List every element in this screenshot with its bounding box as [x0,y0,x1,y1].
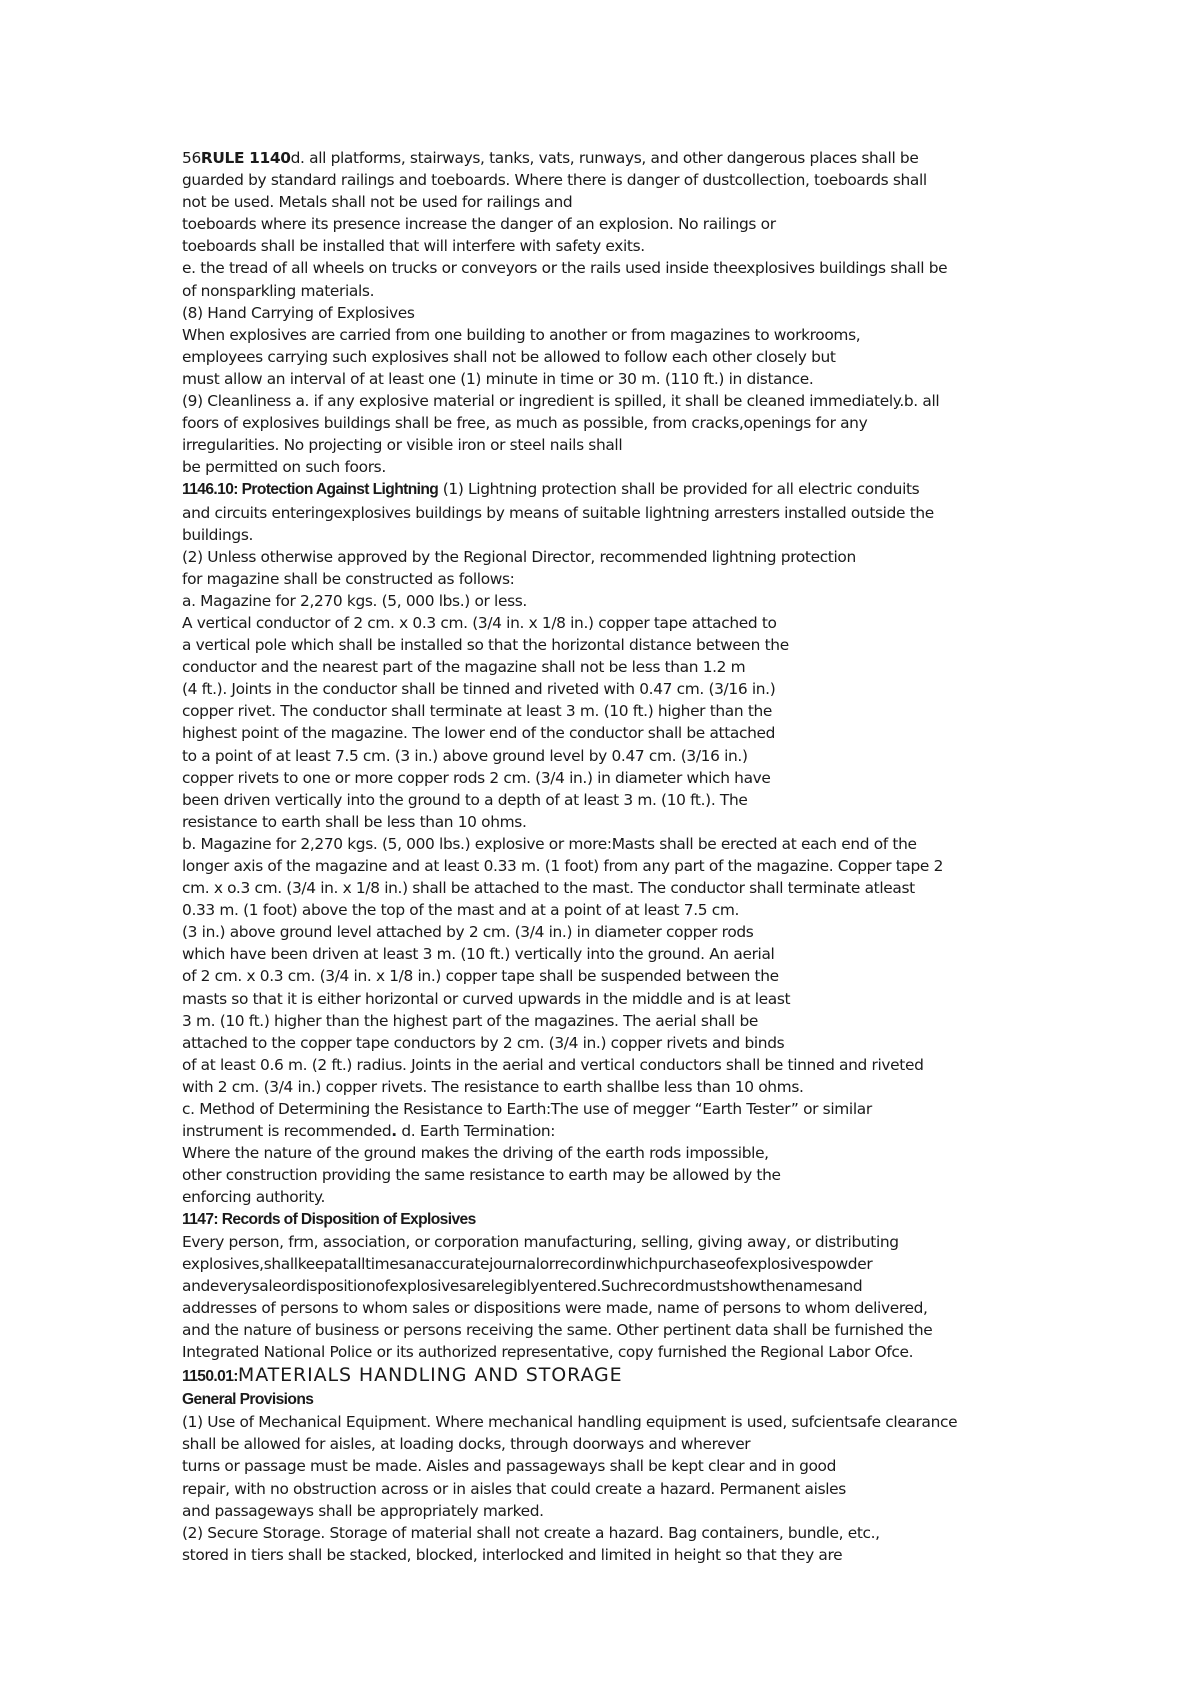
text-line: with 2 cm. (3/4 in.) copper rivets. The resistance to earth shallbe less than 10 ohms. [182,1077,804,1096]
text-line: to a point of at least 7.5 cm. (3 in.) above ground level by 0.47 cm. (3/16 in.) [182,746,748,765]
text-line: turns or passage must be made. Aisles and passageways shall be kept clear and in good [182,1457,837,1476]
text-line: longer axis of the magazine and at least 0.33 m. (1 foot) from any part of the magazine. Copper tape 2 [182,857,944,875]
text-line: shall be allowed for aisles, at loading docks, through doorways and wherever [182,1435,751,1454]
text-line: cm. x o.3 cm. (3/4 in. x 1/8 in.) shall be attached to the mast. The conductor shall terminate atleast [182,879,915,898]
text-line: masts so that it is either horizontal or curved upwards in the middle and is at least [182,989,791,1008]
text-line: (2) Secure Storage. Storage of material shall not create a hazard. Bag containers, bundle, etc., [182,1523,880,1542]
text-line: be permitted on such foors. [182,458,386,477]
text-line: foors of explosives buildings shall be free, as much as possible, from cracks,openings for any [182,414,868,433]
text-line: andeverysaleordispositionofexplosivesarelegiblyentered.Suchrecordmustshowthenamesand [182,1276,863,1295]
text-line: for magazine shall be constructed as follows: [182,569,515,588]
text-line: of at least 0.6 m. (2 ft.) radius. Joints in the aerial and vertical conductors shall be tinned and riveted [182,1055,924,1074]
rule-label: RULE 1140 [200,149,291,167]
text-line: which have been driven at least 3 m. (10 ft.) vertically into the ground. An aerial [182,945,775,964]
text-line: guarded by standard railings and toeboards. Where there is danger of dustcollection, toeboards shall [182,171,927,190]
section-heading-1150: 1150.01:MATERIALS HANDLING AND STORAGE [182,1364,623,1387]
text-line: been driven vertically into the ground to a depth of at least 3 m. (10 ft.). The [182,790,748,809]
text-line: toeboards shall be installed that will interfere with safety exits. [182,237,645,256]
text-line: resistance to earth shall be less than 10 ohms. [182,812,527,831]
text-line: e. the tread of all wheels on trucks or conveyors or the rails used inside theexplosives buildings shall be [182,259,948,278]
text-line: repair, with no obstruction across or in aisles that could create a hazard. Permanent aisles [182,1479,846,1498]
text-line: conductor and the nearest part of the magazine shall not be less than 1.2 m [182,658,746,677]
text-line: and the nature of business or persons receiving the same. Other pertinent data shall be furnished the [182,1320,933,1339]
text-line: copper rivet. The conductor shall terminate at least 3 m. (10 ft.) higher than the [182,702,773,721]
page-number: 56 [182,149,201,167]
text-line: c. Method of Determining the Resistance to Earth:The use of megger “Earth Tester” or similar [182,1100,872,1119]
text-line: (9) Cleanliness a. if any explosive material or ingredient is spilled, it shall be cleaned immediately.b. all [182,392,940,411]
text-line: 1146.10: Protection Against Lightning (1) Lightning protection shall be provided for all electric conduits [182,480,920,499]
text-line: of nonsparkling materials. [182,281,375,300]
section-heading-1146: 1146.10: Protection Against Lightning [182,481,439,499]
text-line: enforcing authority. [182,1188,326,1207]
text-line: must allow an interval of at least one (1) minute in time or 30 m. (110 ft.) in distance. [182,369,814,388]
text-line: not be used. Metals shall not be used for railings and [182,193,573,212]
text-line: a vertical pole which shall be installed so that the horizontal distance between the [182,636,789,655]
text-line: explosives,shallkeepatalltimesanaccuratejournalorrecordinwhichpurchaseofexplosivespowder [182,1254,873,1273]
text-line: and circuits enteringexplosives buildings by means of suitable lightning arresters installed outside the [182,503,934,522]
text-line: of 2 cm. x 0.3 cm. (3/4 in. x 1/8 in.) copper tape shall be suspended between the [182,967,779,986]
text-line: When explosives are carried from one building to another or from magazines to workrooms, [182,325,861,344]
text-line: (4 ft.). Joints in the conductor shall be tinned and riveted with 0.47 cm. (3/16 in.) [182,680,776,699]
text-line: other construction providing the same resistance to earth may be allowed by the [182,1166,781,1185]
section-heading-1147: 1147: Records of Disposition of Explosives [182,1210,476,1228]
text-line: 0.33 m. (1 foot) above the top of the mast and at a point of at least 7.5 cm. [182,901,740,920]
text-line: Where the nature of the ground makes the driving of the earth rods impossible, [182,1144,769,1163]
text-line: A vertical conductor of 2 cm. x 0.3 cm. (3/4 in. x 1/8 in.) copper tape attached to [182,613,777,632]
text-line: b. Magazine for 2,270 kgs. (5, 000 lbs.) explosive or more:Masts shall be erected at each end of the [182,834,917,853]
text-line: (1) Use of Mechanical Equipment. Where mechanical handling equipment is used, sufcientsafe clearance [182,1413,958,1432]
text-line: highest point of the magazine. The lower end of the conductor shall be attached [182,724,776,743]
text-line: Integrated National Police or its authorized representative, copy furnished the Regional Labor Ofce. [182,1343,914,1362]
text-line: a. Magazine for 2,270 kgs. (5, 000 lbs.) or less. [182,591,527,610]
subheading-general-provisions: General Provisions [182,1391,314,1409]
text-line: 56RULE 1140d. all platforms, stairways, tanks, vats, runways, and other dangerous places shall be [182,149,919,167]
section-heading-hand-carrying: (8) Hand Carrying of Explosives [182,303,415,322]
text-line: toeboards where its presence increase the danger of an explosion. No railings or [182,215,776,234]
text-line: employees carrying such explosives shall not be allowed to follow each other closely but [182,347,836,366]
text-line: buildings. [182,525,254,544]
text-line: (3 in.) above ground level attached by 2 cm. (3/4 in.) in diameter copper rods [182,923,754,942]
text-line: instrument is recommended. d. Earth Termination: [182,1122,556,1141]
text-line: Every person, frm, association, or corporation manufacturing, selling, giving away, or distributing [182,1232,899,1251]
document-body [182,147,1182,1566]
text-line: and passageways shall be appropriately marked. [182,1501,544,1520]
text-line: (2) Unless otherwise approved by the Regional Director, recommended lightning protection [182,547,856,566]
text-line: 3 m. (10 ft.) higher than the highest part of the magazines. The aerial shall be [182,1011,758,1030]
text-line: attached to the copper tape conductors by 2 cm. (3/4 in.) copper rivets and binds [182,1033,785,1052]
text-line: irregularities. No projecting or visible iron or steel nails shall [182,436,623,455]
text-line: stored in tiers shall be stacked, blocked, interlocked and limited in height so that they are [182,1545,843,1564]
text-line: addresses of persons to whom sales or dispositions were made, name of persons to whom delivered, [182,1298,928,1317]
text-line: copper rivets to one or more copper rods 2 cm. (3/4 in.) in diameter which have [182,768,771,787]
